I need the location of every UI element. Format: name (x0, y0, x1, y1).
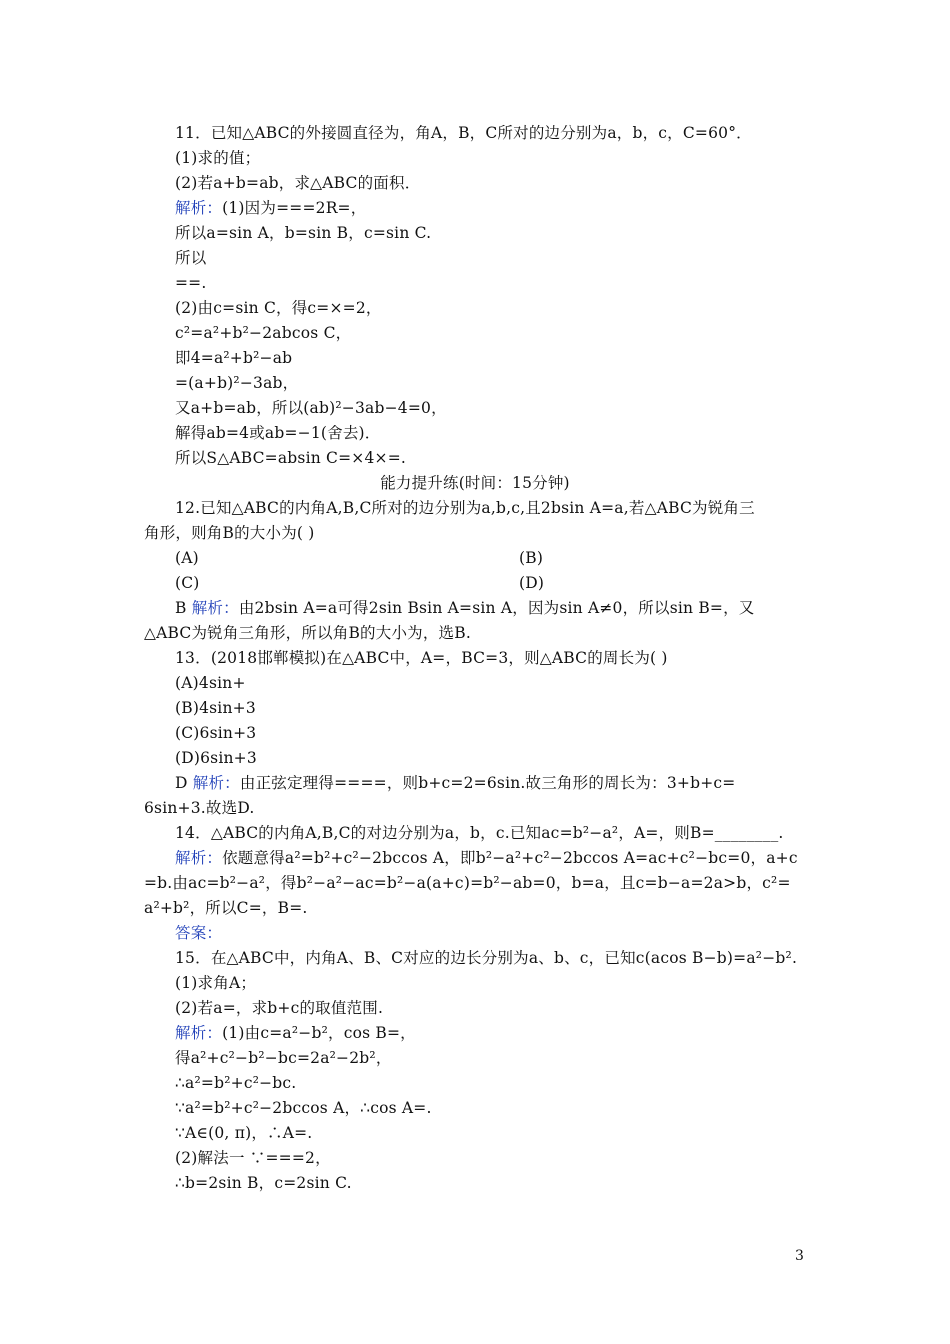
text-line (175, 1148, 331, 1168)
text-line (175, 223, 431, 243)
text-span: 由2bsin A=a可得2sin Bsin A=sin A，因为sin A≠0，所以sin B=，又 (238, 599, 755, 617)
text-span: (1)求角A； (175, 974, 257, 992)
text-line (175, 373, 298, 393)
text-span: ∴a²=b²+c²−bc. (175, 1074, 297, 1092)
text-span: 11．已知△ABC的外接圆直径为，角A，B，C所对的边分别为a，b，c，C=60°． (175, 124, 752, 142)
text-span: 解得ab=4或ab=−1(舍去)． (175, 424, 381, 442)
text-line (175, 548, 199, 568)
text-span: 12.已知△ABC的内角A,B,C所对的边分别为a,b,c,且2bsin A=a,若△ABC为锐角三 (175, 499, 755, 517)
text-span: 由正弦定理得====，则b+c=2=6sin.故三角形的周长为：3+b+c= (239, 774, 736, 792)
text-line (175, 498, 755, 518)
text-line (175, 348, 292, 368)
text-line (175, 248, 206, 268)
text-line (175, 1098, 432, 1118)
text-span: (2)若a+b=ab，求△ABC的面积． (175, 174, 421, 192)
text-span: (B) (519, 549, 544, 567)
text-line (175, 298, 382, 318)
text-line (175, 698, 256, 718)
text-span: (A) (175, 549, 199, 567)
text-span: c²=a²+b²−2abcos C， (175, 324, 352, 342)
text-line (175, 573, 200, 593)
text-line (175, 848, 798, 868)
text-line (175, 723, 256, 743)
text-span: 所以a=sin A，b=sin B，c=sin C. (175, 224, 432, 242)
text-line (144, 623, 471, 643)
text-line (175, 1123, 312, 1143)
text-line (144, 798, 255, 818)
text-line (519, 573, 544, 593)
text-span: 依题意得a²=b²+c²−2bccos A，即b²−a²+c²−2bccos A=ac+c²−bc=0，a+c (222, 849, 798, 867)
text-line (175, 173, 420, 193)
text-span: (C) (175, 574, 200, 592)
text-line (175, 923, 222, 943)
text-span: 15．在△ABC中，内角A、B、C对应的边长分别为a、b、c，已知c(acos B−b)=a²−b². (175, 949, 798, 967)
text-span: ==. (175, 274, 207, 292)
text-span: △ABC为锐角三角形，所以角B的大小为，选B. (144, 624, 471, 642)
text-span: (A)4sin+ (175, 674, 246, 692)
text-span: 能力提升练(时间：15分钟) (380, 474, 570, 492)
answer-label: 解析： (175, 199, 223, 217)
text-line (175, 948, 797, 968)
text-span: 又a+b=ab，所以(ab)²−3ab−4=0， (175, 399, 447, 417)
text-line (519, 548, 543, 568)
answer-label: 解析： (175, 1024, 223, 1042)
text-line (175, 648, 668, 668)
text-span: (2)若a=，求b+c的取值范围. (175, 999, 384, 1017)
text-line (175, 998, 383, 1018)
text-span: (1)因为===2R=， (222, 199, 367, 217)
text-line (175, 823, 784, 843)
text-line (175, 1048, 392, 1068)
text-span: =(a+b)²−3ab， (175, 374, 299, 392)
text-span: B (175, 599, 192, 617)
text-line (175, 448, 406, 468)
text-span: 所以S△ABC=absin C=×4×=. (175, 449, 407, 467)
text-span: ∴b=2sin B，c=2sin C. (175, 1174, 352, 1192)
text-span: a²+b²，所以C=，B=. (144, 899, 308, 917)
text-line (0, 473, 950, 493)
text-line (175, 598, 755, 618)
text-line (175, 273, 207, 293)
answer-label: 解析： (175, 849, 223, 867)
text-span: 所以 (175, 249, 207, 267)
text-line (175, 198, 366, 218)
text-line (144, 873, 791, 893)
text-line (175, 398, 447, 418)
text-span: ∵A∈(0, π)，∴A=. (175, 1124, 313, 1142)
text-span: (D)6sin+3 (175, 749, 257, 767)
text-line (175, 773, 735, 793)
text-span: 角形，则角B的大小为( ) (144, 524, 315, 542)
text-span: (C)6sin+3 (175, 724, 257, 742)
text-line (175, 673, 246, 693)
answer-label: 解析： (191, 599, 239, 617)
text-span: D (175, 774, 193, 792)
text-span: (D) (519, 574, 545, 592)
text-span: (B)4sin+3 (175, 699, 256, 717)
text-span: (2)由c=sin C，得c=×=2， (175, 299, 382, 317)
text-line (175, 973, 256, 993)
text-span: 6sin+3.故选D. (144, 799, 255, 817)
text-line (175, 148, 260, 168)
text-span: 即4=a²+b²−ab (175, 349, 293, 367)
text-line (175, 423, 381, 443)
text-span: (1)求的值； (175, 149, 261, 167)
text-line (175, 748, 257, 768)
text-span: =b.由ac=b²−a²，得b²−a²−ac=b²−a(a+c)=b²−ab=0，b=a，且c=b−a=2a>b，c²= (144, 874, 791, 892)
text-line (144, 898, 308, 918)
text-line (175, 1173, 352, 1193)
text-span: ∵a²=b²+c²−2bccos A，∴cos A=. (175, 1099, 432, 1117)
text-line (144, 523, 315, 543)
text-span: (2)解法一 ∵===2， (175, 1149, 331, 1167)
text-line (175, 123, 752, 143)
text-span: 14．△ABC的内角A,B,C的对边分别为a，b，c.已知ac=b²−a²，A=，则B=________. (175, 824, 784, 842)
text-span: 13．(2018邯郸模拟)在△ABC中，A=，BC=3，则△ABC的周长为( ) (175, 649, 668, 667)
page-number: 3 (795, 1248, 804, 1264)
text-line (175, 1023, 416, 1043)
text-span: (1)由c=a²−b²，cos B=， (222, 1024, 416, 1042)
text-span: 得a²+c²−b²−bc=2a²−2b²， (175, 1049, 392, 1067)
text-line (175, 1073, 296, 1093)
text-line (175, 323, 351, 343)
answer-label: 解析： (192, 774, 240, 792)
answer-label: 答案： (175, 924, 223, 942)
